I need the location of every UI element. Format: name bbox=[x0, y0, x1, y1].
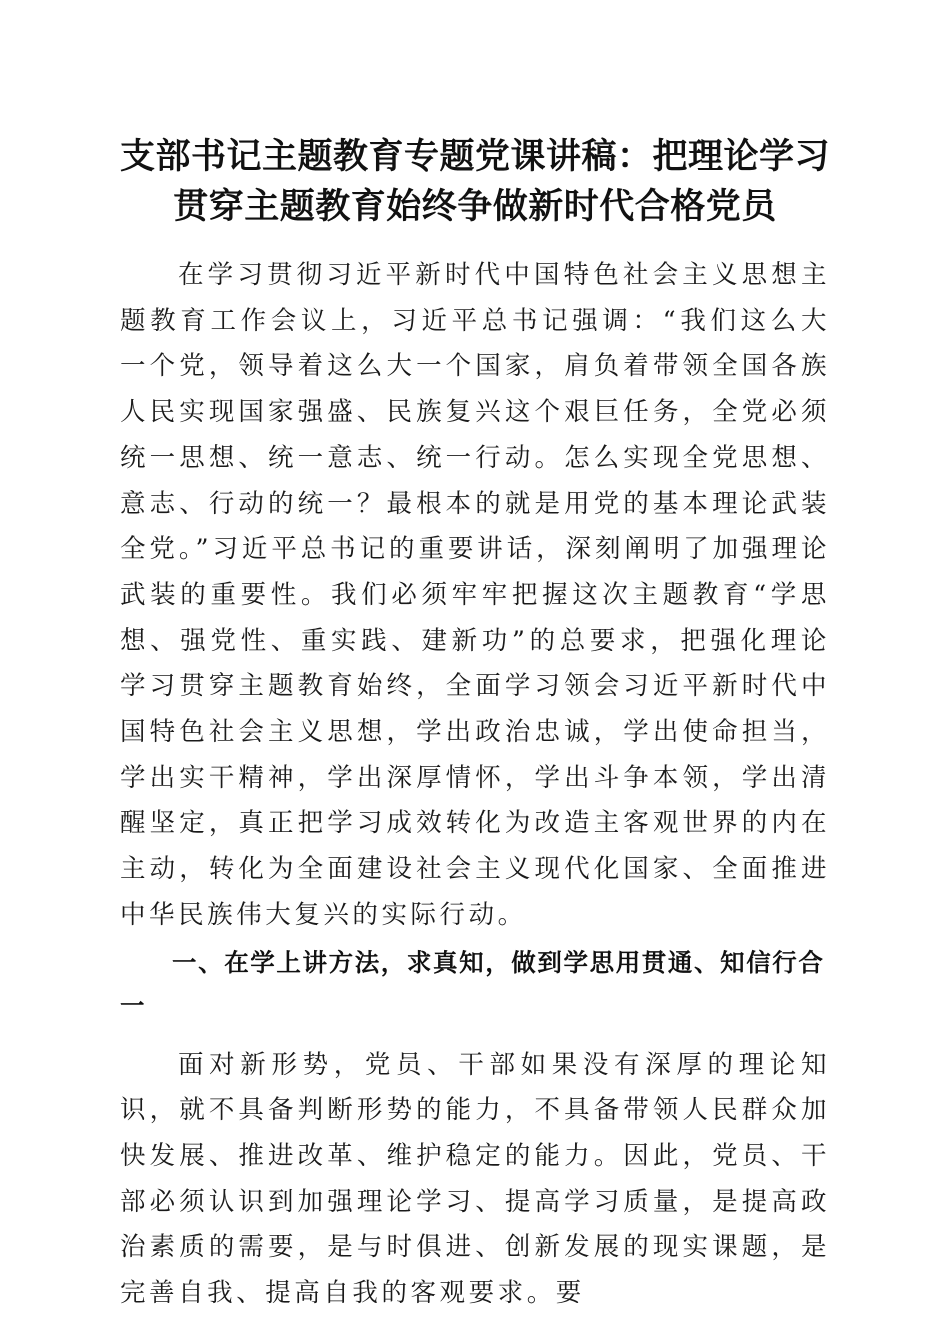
document-title bbox=[100, 132, 850, 232]
body-paragraph-2: 面对新形势，党员、干部如果没有深厚的理论知识，就不具备判断形势的能力，不具备带领人民群众加快发展、推进改革、维护稳定的能力。因此，党员、干部必须认识到加强理论学习、提高学习质量，是提高政治素质的需要，是与时俱进、创新发展的现实课题，是完善自我、提高自我的客观要求。要 bbox=[120, 1049, 830, 1309]
document-title-line-2: 贯穿主题教育始终争做新时代合格党员 bbox=[173, 186, 777, 227]
document-body bbox=[120, 253, 830, 1317]
body-paragraph-1: 在学习贯彻习近平新时代中国特色社会主义思想主题教育工作会议上，习近平总书记强调：“我们这么大一个党，领导着这么大一个国家，肩负着带领全国各族人民实现国家强盛、民族复兴这个艰巨任务，全党必须统一思想、统一意志、统一行动。怎么实现全党思想、意志、行动的统一？最根本的就是用党的基本理论武装全党。”习近平总书记的重要讲话，深刻阐明了加强理论武装的重要性。我们必须牢牢把握这次主题教育“学思想、强党性、重实践、建新功”的总要求，把强化理论学习贯穿主题教育始终，全面学习领会习近平新时代中国特色社会主义思想，学出政治忠诚，学出使命担当，学出实干精神，学出深厚情怀，学出斗争本领，学出清醒坚定，真正把学习成效转化为改造主客观世界的内在主动，转化为全面建设社会主义现代化国家、全面推进中华民族伟大复兴的实际行动。 bbox=[120, 260, 830, 930]
section-heading-1: 一、在学上讲方法，求真知，做到学思用贯通、知信行合一 bbox=[120, 947, 825, 1020]
document-title-line-1: 支部书记主题教育专题党课讲稿：把理论学习 bbox=[119, 136, 830, 177]
